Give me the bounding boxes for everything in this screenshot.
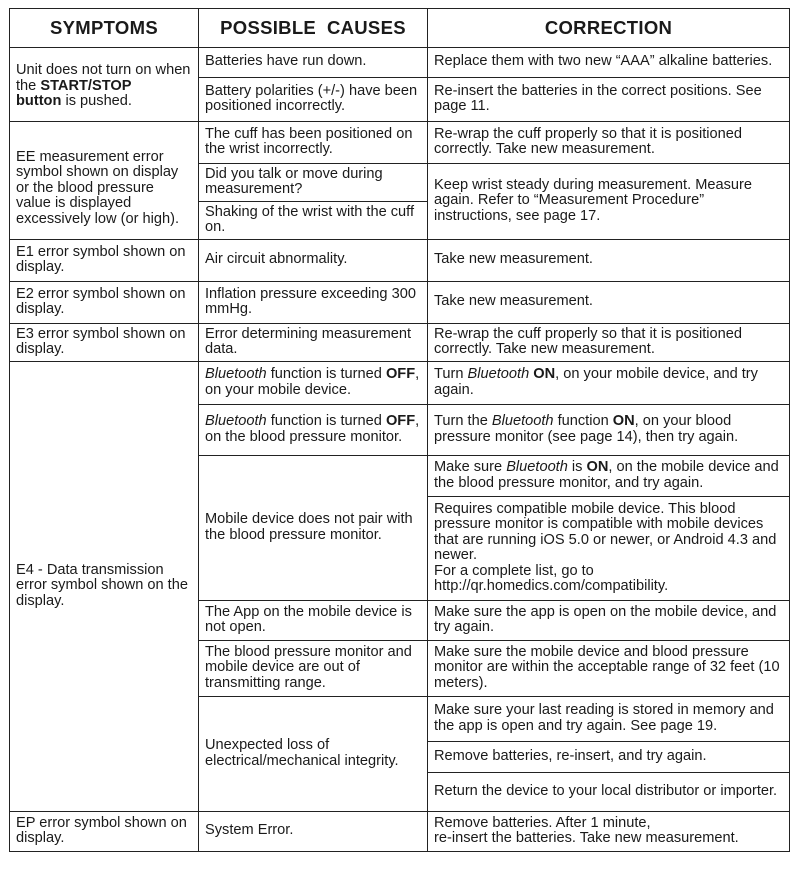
header-correction: CORRECTION [428,9,790,48]
correction-text: function [553,413,613,429]
correction-text: , on the mobile device and the blood pressure monitor, and try again. [434,459,779,491]
table-row [10,122,790,164]
correction-cell: Return the device to your local distributor or importer. [428,773,790,812]
bluetooth-label: Bluetooth [467,366,530,382]
bluetooth-label: Bluetooth [205,413,267,429]
correction-cell: Keep wrist steady during measurement. Measure again. Refer to “Measurement Procedure” instructions, see page 17. [428,164,790,240]
cause-text: function is turned [266,366,386,382]
header-symptoms: SYMPTOMS [10,9,199,48]
correction-cell: Remove batteries, re-insert, and try again. [428,742,790,773]
symptom-cell: EE measurement error symbol shown on display or the blood pressure value is displayed excessively low (or high). [10,122,199,240]
correction-cell: Make sure your last reading is stored in memory and the app is open and try again. See page 19. [428,697,790,742]
cause-text: , on your mobile device. [205,366,420,398]
symptom-text: Unit does not turn on when the [16,62,191,94]
correction-cell: Make sure the app is open on the mobile device, and try again. [428,601,790,641]
header-row [10,9,790,48]
correction-cell [428,812,790,852]
correction-text: re-insert the batteries. Take new measurement. [434,830,739,846]
cause-cell: Mobile device does not pair with the blood pressure monitor. [199,456,428,601]
correction-cell [428,456,790,497]
cause-cell: Unexpected loss of electrical/mechanical integrity. [199,697,428,812]
cause-cell: Error determining measurement data. [199,324,428,362]
correction-cell: Re-wrap the cuff properly so that it is positioned correctly. Take new measurement. [428,324,790,362]
cause-cell: Air circuit abnormality. [199,240,428,282]
compatibility-text: Requires compatible mobile device. This blood pressure monitor is compatible with mobile devices that are running iOS 5.0 or newer, or Android 4.3 and newer. [434,500,777,563]
on-label: ON [612,413,635,429]
cause-text: function is turned [266,413,386,429]
table-row [10,240,790,282]
cause-cell: System Error. [199,812,428,852]
off-label: OFF [385,413,416,429]
start-label: START [40,77,88,94]
cause-cell [199,405,428,456]
table-row [10,812,790,852]
cause-cell: Shaking of the wrist with the cuff on. [199,202,428,240]
table-row [10,48,790,78]
correction-text: , on your blood pressure monitor (see page 14), then try again. [434,413,739,445]
compatibility-text: For a complete list, go to [434,562,594,579]
correction-cell: Take new measurement. [428,240,790,282]
on-label: ON [586,459,609,475]
correction-text: Make sure [434,459,507,475]
troubleshooting-table [9,8,790,852]
correction-text: Turn [434,366,468,382]
table-row [10,362,790,405]
symptom-cell: E3 error symbol shown on display. [10,324,199,362]
cause-cell: Batteries have run down. [199,48,428,78]
bluetooth-label: Bluetooth [491,413,554,429]
correction-text: is [567,459,587,475]
symptom-cell: EP error symbol shown on display. [10,812,199,852]
compatibility-url: http://qr.homedics.com/compatibility. [434,578,669,594]
header-causes: POSSIBLE CAUSES [199,9,428,48]
symptom-cell: E4 - Data transmission error symbol shown on the display. [10,362,199,812]
symptom-cell [10,48,199,122]
cause-cell: The cuff has been positioned on the wrist incorrectly. [199,122,428,164]
correction-text: Turn the [434,413,492,429]
correction-cell: Take new measurement. [428,282,790,324]
cause-cell: Inflation pressure exceeding 300 mmHg. [199,282,428,324]
correction-cell [428,497,790,601]
cause-cell: The App on the mobile device is not open. [199,601,428,641]
cause-cell: Did you talk or move during measurement? [199,164,428,202]
cause-text: , on the blood pressure monitor. [205,413,420,445]
stop-label: STOP [91,77,132,94]
symptom-text-end: is pushed. [61,93,132,110]
cause-cell: The blood pressure monitor and mobile device are out of transmitting range. [199,641,428,697]
button-label: button [16,93,62,110]
symptom-cell: E2 error symbol shown on display. [10,282,199,324]
correction-cell: Re-insert the batteries in the correct positions. See page 11. [428,78,790,122]
table-row [10,324,790,362]
table-row [10,282,790,324]
cause-cell [199,362,428,405]
correction-text: , on your mobile device, and try again. [434,366,758,398]
bluetooth-label: Bluetooth [205,366,267,382]
bluetooth-label: Bluetooth [506,459,568,475]
correction-cell: Make sure the mobile device and blood pressure monitor are within the acceptable range of 32 feet (10 meters). [428,641,790,697]
on-label: ON [529,366,556,382]
off-label: OFF [385,366,416,382]
correction-text: Remove batteries. After 1 minute, [434,814,651,831]
correction-cell: Replace them with two new “AAA” alkaline batteries. [428,48,790,78]
correction-cell [428,405,790,456]
cause-cell: Battery polarities (+/-) have been positioned incorrectly. [199,78,428,122]
correction-cell: Re-wrap the cuff properly so that it is positioned correctly. Take new measurement. [428,122,790,164]
slash-label: / [87,77,92,94]
symptom-cell: E1 error symbol shown on display. [10,240,199,282]
correction-cell [428,362,790,405]
